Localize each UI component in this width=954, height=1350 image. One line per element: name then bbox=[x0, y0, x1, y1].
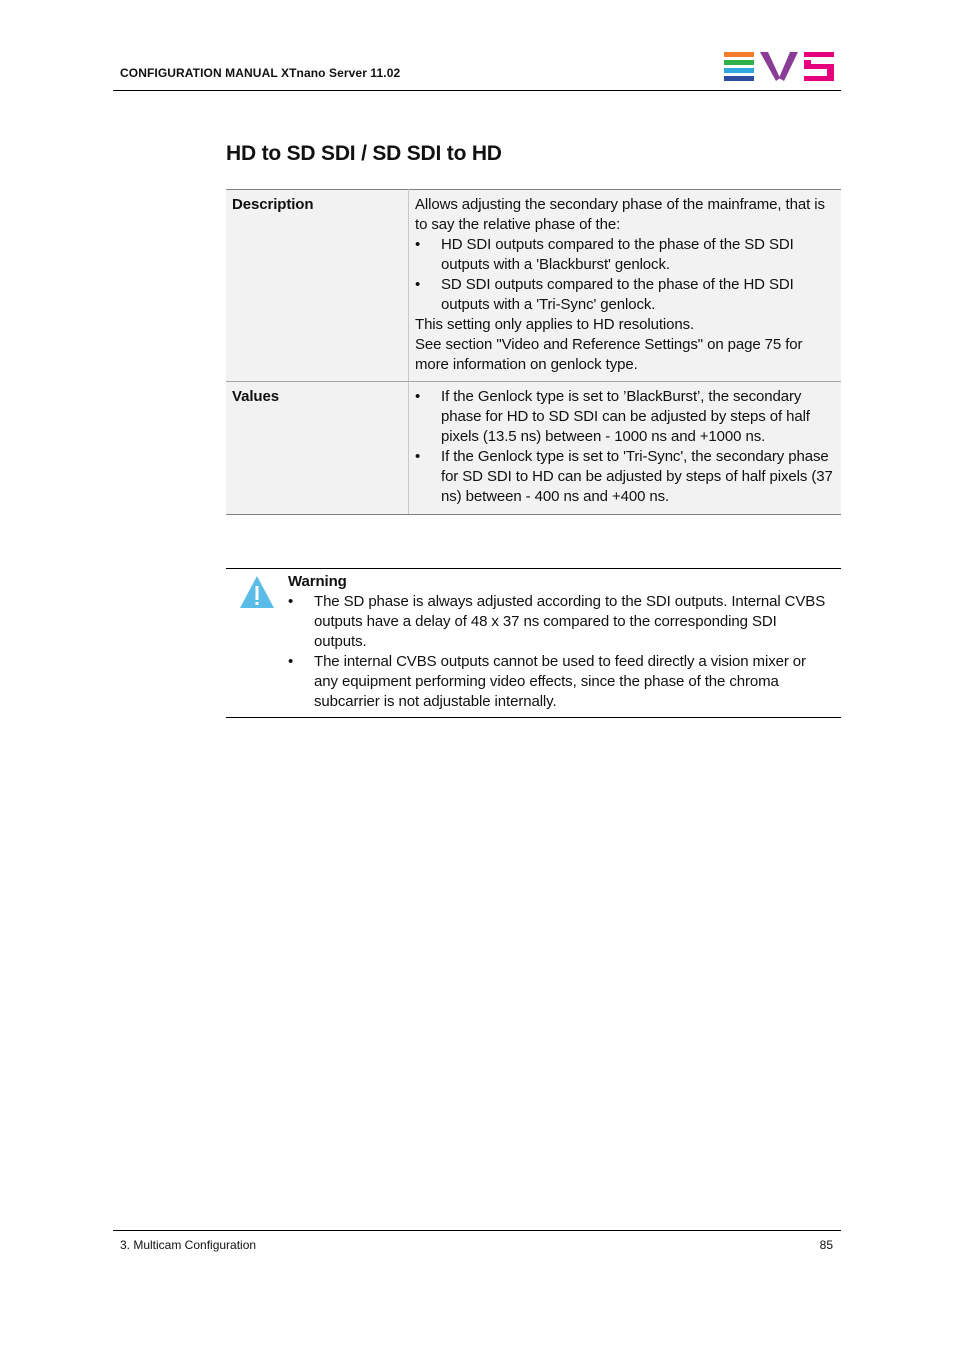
list-item bbox=[415, 235, 835, 275]
row-label-values: Values bbox=[226, 382, 409, 515]
list-item bbox=[288, 652, 833, 712]
footer-rule bbox=[113, 1230, 841, 1231]
logo-v-right bbox=[779, 52, 798, 81]
bullet-glyph: • bbox=[415, 448, 421, 465]
bullet-glyph: • bbox=[415, 276, 421, 293]
list-item-text: The SD phase is always adjusted according to the SDI outputs. Internal CVBS outputs have a delay of 48 x 37 ns compared to the corresponding SDI outputs. bbox=[314, 593, 826, 650]
parameter-table bbox=[226, 189, 841, 515]
bullet-glyph: • bbox=[415, 388, 421, 405]
bullet-glyph: • bbox=[288, 653, 294, 670]
bullet-glyph: • bbox=[288, 593, 294, 610]
bullet-glyph: • bbox=[415, 236, 421, 253]
logo-e-bar-4 bbox=[724, 76, 754, 81]
header-title: CONFIGURATION MANUAL XTnano Server 11.02 bbox=[120, 66, 401, 80]
list-item-text: The internal CVBS outputs cannot be used to feed directly a vision mixer or any equipment performing video effects, since the phase of the chroma subcarrier is not adjustable internally. bbox=[314, 653, 806, 710]
table-row-description bbox=[226, 190, 841, 382]
footer-page-number: 85 bbox=[819, 1238, 833, 1252]
list-item bbox=[415, 275, 835, 315]
row-label-description: Description bbox=[226, 190, 409, 382]
list-item-text: If the Genlock type is set to 'Tri-Sync', the secondary phase for SD SDI to HD can be adjusted by steps of half pixels (37 ns) between - 400 ns and +400 ns. bbox=[441, 448, 833, 505]
values-bullet-list bbox=[415, 387, 835, 507]
warning-heading: Warning bbox=[288, 573, 347, 590]
warning-bullet-list bbox=[288, 592, 833, 712]
description-intro: Allows adjusting the secondary phase of the mainframe, that is to say the relative phase of the: bbox=[415, 196, 825, 233]
row-content-values bbox=[409, 382, 842, 515]
logo-s-bar-1 bbox=[804, 52, 834, 57]
footer-section-name: 3. Multicam Configuration bbox=[120, 1238, 257, 1252]
warning-triangle-icon bbox=[239, 575, 275, 609]
list-item-text: SD SDI outputs compared to the phase of the HD SDI outputs with a 'Tri-Sync' genlock. bbox=[441, 276, 794, 313]
logo-e-bar-1 bbox=[724, 52, 754, 57]
warning-box bbox=[226, 568, 841, 718]
logo-e-bar-3 bbox=[724, 68, 754, 73]
header-rule bbox=[113, 90, 841, 91]
list-item-text: HD SDI outputs compared to the phase of the SD SDI outputs with a 'Blackburst' genlock. bbox=[441, 236, 794, 273]
list-item bbox=[415, 447, 835, 507]
list-item-text: If the Genlock type is set to ’BlackBurst’, the secondary phase for HD to SD SDI can be adjusted by steps of half pixels (13.5 ns) between - 1000 ns and +1000 ns. bbox=[441, 388, 810, 445]
description-bullet-list bbox=[415, 235, 835, 315]
warning-text bbox=[288, 572, 833, 712]
section-title: HD to SD SDI / SD SDI to HD bbox=[226, 142, 502, 165]
row-content-description bbox=[409, 190, 842, 382]
logo-v-left bbox=[760, 52, 780, 81]
list-item bbox=[415, 387, 835, 447]
description-note-see-section: See section "Video and Reference Settings" on page 75 for more information on genlock type. bbox=[415, 336, 803, 373]
logo-s-bar-5 bbox=[804, 76, 834, 81]
description-note-hd: This setting only applies to HD resolutions. bbox=[415, 316, 695, 333]
evs-logo bbox=[724, 52, 836, 82]
logo-s-bar-4 bbox=[827, 68, 834, 77]
table-row-values bbox=[226, 382, 841, 515]
list-item bbox=[288, 592, 833, 652]
logo-e-bar-2 bbox=[724, 60, 754, 65]
